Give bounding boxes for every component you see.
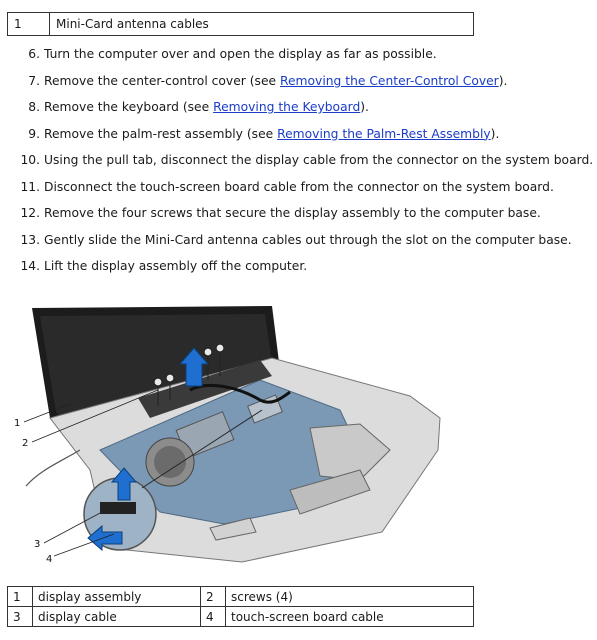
step-text: Disconnect the touch-screen board cable from the connector on the system board. xyxy=(44,179,554,194)
callout-label: Mini-Card antenna cables xyxy=(56,17,209,31)
screw xyxy=(204,348,212,356)
step-item xyxy=(0,71,597,98)
step-number: 8. xyxy=(28,100,40,114)
step-item xyxy=(0,44,597,71)
step-number: 14. xyxy=(20,259,40,273)
step-item xyxy=(0,230,597,257)
step-item xyxy=(0,203,597,230)
legend-number: 2 xyxy=(201,587,226,607)
link-palm-rest-assembly[interactable]: Removing the Palm-Rest Assembly xyxy=(277,126,491,141)
callout-2: 2 xyxy=(22,438,29,449)
table-row xyxy=(8,587,474,607)
step-number: 12. xyxy=(20,206,40,220)
screw xyxy=(216,344,224,352)
step-text: Turn the computer over and open the display as far as possible. xyxy=(44,47,437,61)
display-assembly-illustration xyxy=(10,300,450,575)
legend-number: 3 xyxy=(8,607,33,627)
legend-number: 1 xyxy=(8,587,33,607)
legend-number: 4 xyxy=(201,607,226,627)
step-number: 13. xyxy=(20,232,40,247)
link-keyboard[interactable]: Removing the Keyboard xyxy=(213,100,361,114)
step-text: Remove the keyboard (see Removing the Keyboard). xyxy=(44,100,369,114)
step-number: 11. xyxy=(20,179,40,194)
table-row xyxy=(8,607,474,627)
step-text: Remove the palm-rest assembly (see Removing the Palm-Rest Assembly). xyxy=(44,126,500,141)
step-item xyxy=(0,177,597,204)
step-text: Using the pull tab, disconnect the display cable from the connector on the system board. xyxy=(44,153,594,167)
procedure-steps xyxy=(0,44,597,283)
legend-label: screws (4) xyxy=(226,587,474,607)
antenna-callout-table xyxy=(7,12,474,36)
screw xyxy=(166,374,174,382)
link-center-control-cover[interactable]: Removing the Center-Control Cover xyxy=(279,73,499,88)
step-text: Gently slide the Mini-Card antenna cables out through the slot on the computer base. xyxy=(44,232,572,247)
screw xyxy=(154,378,162,386)
step-item xyxy=(0,256,597,283)
step-item xyxy=(0,97,597,124)
callout-3: 3 xyxy=(34,539,41,550)
callout-1: 1 xyxy=(14,418,21,429)
callout-4: 4 xyxy=(46,554,53,565)
step-number: 9. xyxy=(28,126,40,141)
step-item xyxy=(0,124,597,151)
step-number: 6. xyxy=(28,47,40,61)
step-item xyxy=(0,150,597,177)
step-text: Remove the center-control cover (see Removing the Center-Control Cover). xyxy=(44,73,508,88)
legend-table xyxy=(7,586,474,627)
legend-label: display assembly xyxy=(33,587,201,607)
step-number: 7. xyxy=(28,73,40,88)
legend-label: display cable xyxy=(33,607,201,627)
step-text: Remove the four screws that secure the display assembly to the computer base. xyxy=(44,206,541,220)
callout-number: 1 xyxy=(8,13,50,35)
legend-label: touch-screen board cable xyxy=(226,607,474,627)
step-text: Lift the display assembly off the computer. xyxy=(44,259,308,273)
step-number: 10. xyxy=(20,153,40,167)
